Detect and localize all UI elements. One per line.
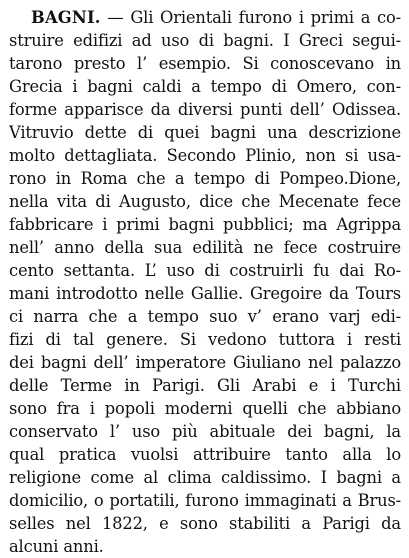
text-line-1 [9, 6, 401, 29]
text-line-24: alcuni anni. [9, 537, 104, 556]
text-line-14: ci narra che a tempo suo v’ erano varj edi- [9, 307, 401, 326]
text-line-22: domicilio, o portatili, furono immaginati a Brus- [9, 491, 401, 510]
text-line-20: qual pratica vuolsi attribuire tanto alla lo [9, 445, 401, 464]
text-line-9: nella vita di Augusto, dice che Mecenate fece [9, 192, 401, 211]
text-line-2: struire edifizi ad uso di bagni. I Greci segui- [9, 31, 401, 50]
text-line-13: mani introdotto nelle Gallie. Gregoire da Tours [9, 284, 401, 303]
headword: BAGNI. [31, 8, 101, 27]
text-line-15: fizi di tal genere. Si vedono tuttora i resti [9, 330, 401, 349]
text-line-19: conservato l’ uso più abituale dei bagni, la [9, 422, 401, 441]
text-line-23: selles nel 1822, e sono stabiliti a Parigi da [9, 514, 401, 533]
text-line-8: rono in Roma che a tempo di Pompeo.Dione, [9, 169, 401, 188]
text-line-1-body: — Gli Orientali furono i primi a co- [100, 8, 401, 27]
text-line-10: fabbricare i primi bagni pubblici; ma Agrippa [9, 215, 401, 234]
text-line-17: delle Terme in Parigi. Gli Arabi e i Turchi [9, 376, 401, 395]
text-line-12: cento settanta. L’ uso di costruirli fu dai Ro- [9, 261, 401, 280]
text-line-11: nell’ anno della sua edilità ne fece costruire [9, 238, 401, 257]
text-line-18: sono fra i popoli moderni quelli che abbiano [9, 399, 401, 418]
text-line-3: tarono presto l’ esempio. Si conoscevano in [9, 54, 401, 73]
text-line-21: religione come al clima caldissimo. I bagni a [9, 468, 401, 487]
encyclopedia-entry [9, 6, 401, 558]
text-line-7: molto dettagliata. Secondo Plinio, non si usa- [9, 146, 401, 165]
text-line-16: dei bagni dell’ imperatore Giuliano nel palazzo [9, 353, 401, 372]
text-line-6: Vitruvio dette di quei bagni una descrizione [9, 123, 401, 142]
text-line-5: forme apparisce da diversi punti dell’ Odissea. [9, 100, 401, 119]
text-line-4: Grecia i bagni caldi a tempo di Omero, con- [9, 77, 401, 96]
